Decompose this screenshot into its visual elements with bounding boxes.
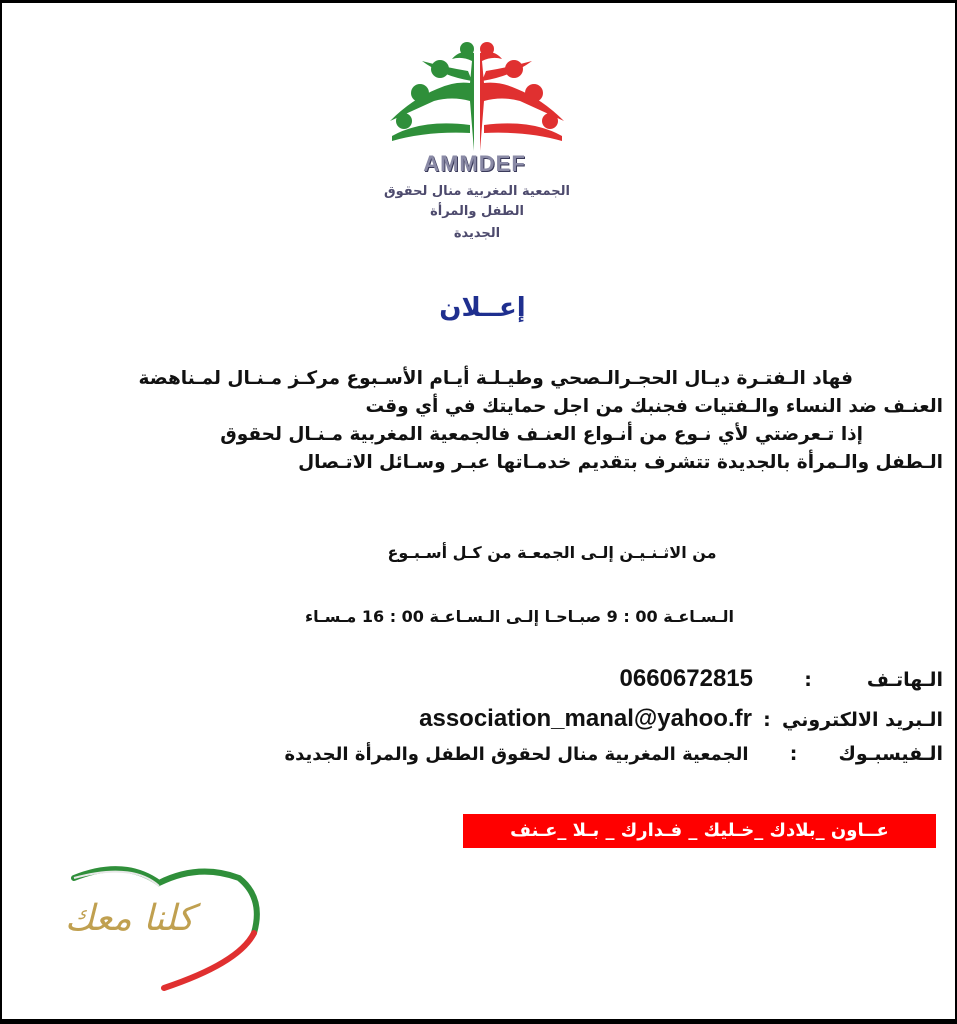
org-name-line2: الطفل والمرأة (430, 204, 524, 219)
org-name-line1: الجمعية المغربية منال لحقوق (384, 184, 570, 199)
contact-facebook-row (284, 743, 943, 765)
schedule-days: من الاثـنـيـن إلـى الجمعـة من كـل أسـبـوع (387, 543, 717, 562)
ammdef-logo-icon (382, 41, 572, 161)
email-label: الـبريد الالكتروني (781, 709, 943, 731)
slogan-banner: عــاون _بلادك _خـليك _ فـدارك _ بـلا _عـنف (463, 814, 936, 848)
footer-logo-text: كلنا معك (64, 898, 195, 939)
org-acronym: AMMDEF (423, 151, 526, 176)
phone-separator: : (804, 669, 812, 691)
facebook-label: الـفيسبـوك (838, 743, 943, 765)
announcement-paragraph (23, 365, 943, 477)
contact-phone-row (620, 665, 943, 693)
facebook-separator: : (789, 743, 798, 765)
email-separator: : (763, 709, 771, 731)
phone-label: الـهاتـف (866, 669, 943, 691)
schedule-hours: الـسـاعـة 00 : 9 صبـاحـا إلـى الـسـاعـة 00 : 16 مـسـاء (304, 607, 735, 626)
paragraph-line-4: الـطفل والـمرأة بالجديدة تتشرف بتقديم خدمـاتها عبـر وسـائل الاتـصال (298, 452, 943, 473)
announcement-page (2, 3, 955, 1019)
facebook-value[interactable]: الجمعية المغربية منال لحقوق الطفل والمرأة الجديدة (284, 744, 749, 765)
email-value[interactable]: association_manal@yahoo.fr (419, 705, 752, 732)
phone-value[interactable]: 0660672815 (619, 665, 753, 692)
contact-email-row (419, 705, 943, 733)
paragraph-line-3: إذا تـعرضتي لأي نـوع من أنـواع العنـف فالجمعية المغربية مـنـال لحقوق (220, 424, 863, 445)
paragraph-line-1: فهاد الـفتـرة ديـال الحجـرالـصحي وطيـلـة أيـام الأسـبوع مركـز مـنـال لمـناهضة (138, 368, 853, 389)
org-name-line3: الجديدة (453, 226, 501, 241)
paragraph-line-2: العنـف ضد النساء والـفتيات فجنبك من اجل حمايتك في أي وقت (365, 396, 943, 417)
announcement-title: إعــلان (439, 293, 526, 323)
